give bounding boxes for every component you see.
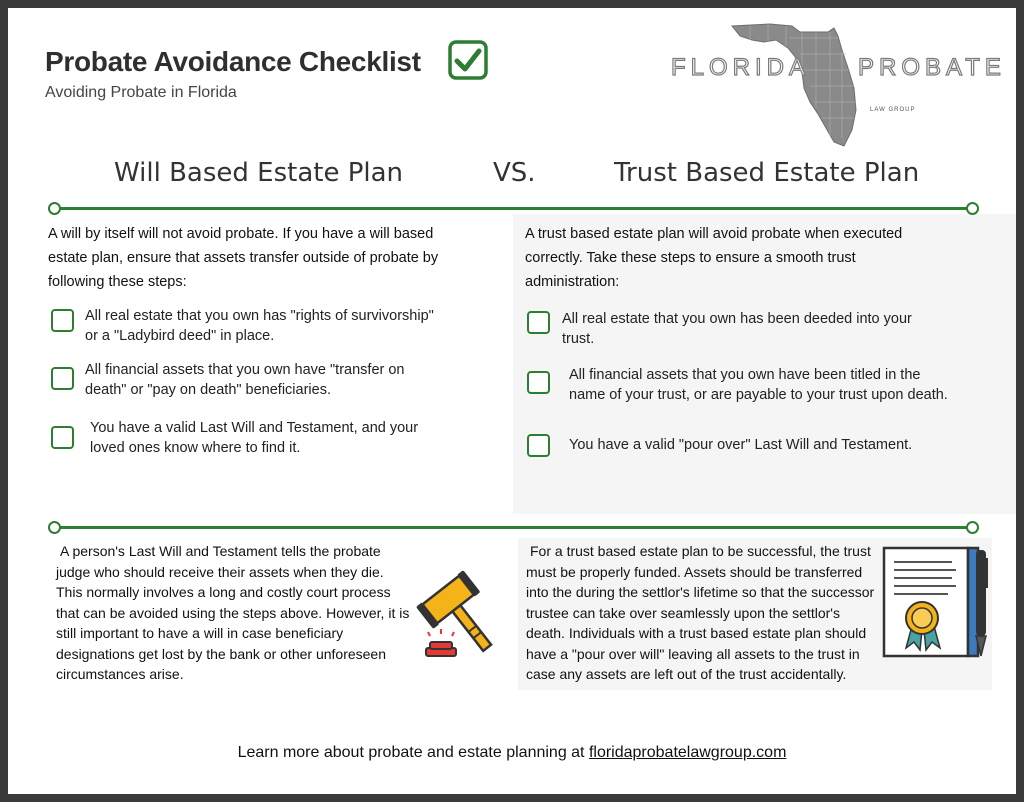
vs-label: VS.: [493, 158, 536, 188]
florida-map-icon: [730, 18, 858, 150]
divider-top-left-dot: [48, 202, 61, 215]
trust-checkbox-2[interactable]: [527, 371, 550, 394]
will-note: A person's Last Will and Testament tells the probate judge who should receive their assets when they die. This normally involves a long and costly court process that can be avoided using the steps above. However, it is still important to have a will in case beneficiary designations get lost by the bank or other unforeseen circumstances arise.: [56, 543, 410, 682]
divider-bottom-left-dot: [48, 521, 61, 534]
logo-subtext: LAW GROUP: [870, 107, 916, 113]
page-title: Probate Avoidance Checklist: [45, 46, 421, 77]
checklist-page: [8, 8, 1016, 794]
footer-text: Learn more about probate and estate planning at: [237, 744, 589, 761]
divider-top-right-dot: [966, 202, 979, 215]
page-subtitle: Avoiding Probate in Florida: [45, 84, 237, 101]
trust-heading: Trust Based Estate Plan: [614, 158, 920, 188]
will-checkbox-2[interactable]: [51, 367, 74, 390]
trust-item-1: All real estate that you own has been deeded into your trust.: [562, 311, 912, 347]
gavel-icon: [416, 570, 512, 666]
trust-item-3: You have a valid "pour over" Last Will and Testament.: [569, 437, 913, 453]
checkmark-icon: [448, 40, 488, 80]
will-item-2: All financial assets that you own have "transfer on death" or "pay on death" beneficiaries.: [85, 362, 405, 398]
logo-word-left: FLORIDA: [671, 54, 811, 81]
divider-bottom-right-dot: [966, 521, 979, 534]
trust-note: For a trust based estate plan to be successful, the trust must be properly funded. Assets should be transferred into the during the settlor's lifetime so that the successor trustee can take over seamlessly upon the settlor's death. Individuals with a trust based estate plan should have a "pour over will" leaving all assets to the trust in case any assets are left out of the trust accidentally.: [526, 543, 875, 682]
will-intro: A will by itself will not avoid probate. If you have a will based estate plan, ensure that assets transfer outside of probate by following these steps:: [48, 226, 439, 290]
trust-checkbox-3[interactable]: [527, 434, 550, 457]
divider-top: [52, 207, 974, 210]
footer-link[interactable]: floridaprobatelawgroup.com: [588, 744, 787, 761]
trust-checkbox-1[interactable]: [527, 311, 550, 334]
will-item-3: You have a valid Last Will and Testament, and your loved ones know where to find it.: [90, 420, 419, 456]
pen-icon: [972, 548, 990, 660]
logo-word-right: PROBATE: [858, 54, 1006, 81]
will-checkbox-3[interactable]: [51, 426, 74, 449]
divider-bottom: [52, 526, 974, 529]
trust-item-2: All financial assets that you own have been titled in the name of your trust, or are payable to your trust upon death.: [569, 367, 948, 403]
will-checkbox-1[interactable]: [51, 309, 74, 332]
trust-intro: A trust based estate plan will avoid probate when executed correctly. Take these steps to ensure a smooth trust administration:: [525, 226, 903, 290]
footer: [8, 744, 1016, 762]
will-item-1: All real estate that you own has "rights of survivorship" or a "Ladybird deed" in place.: [85, 308, 434, 344]
will-heading: Will Based Estate Plan: [114, 158, 404, 188]
